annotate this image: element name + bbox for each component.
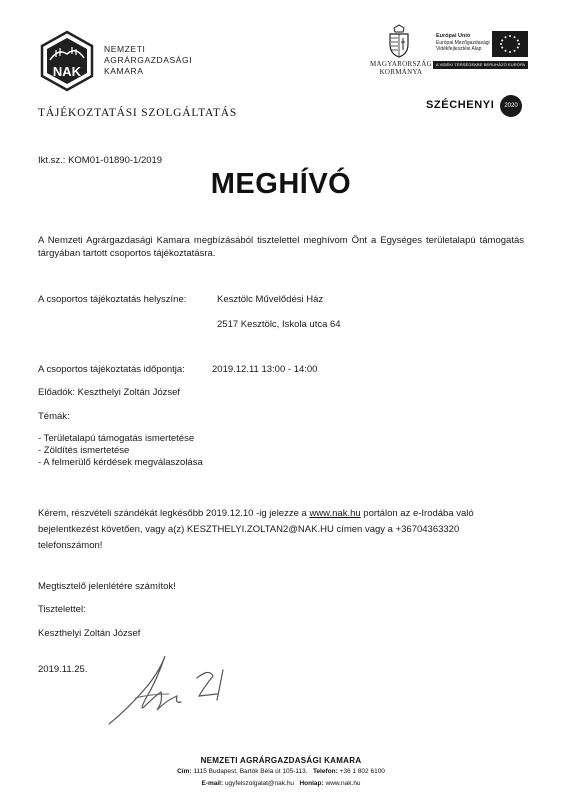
intro-paragraph: A Nemzeti Agrárgazdasági Kamara megbízásából tisztelettel meghívom Önt a Egységes területalapú támogatás tárgyában tartott csoportos tájékoztatásra.	[38, 235, 524, 259]
service-title: TÁJÉKOZTATÁSI SZOLGÁLTATÁS	[38, 107, 238, 119]
registration-text: Kérem, részvételi szándékát legkésőbb 2019.12.10 -ig jelezze a	[38, 508, 310, 519]
eu-title: Európai Unió	[436, 33, 471, 39]
time-value: 2019.12.11 13:00 - 14:00	[212, 364, 318, 375]
eu-logo	[433, 31, 528, 73]
closing-line: Megtisztelő jelenlétére számítok!	[38, 581, 176, 592]
footer-web-line	[0, 779, 562, 789]
footer-address: 1115 Budapest, Bartók Béla út 105-113.	[193, 768, 308, 775]
presenters: Előadók: Keszthelyi Zoltán József	[38, 387, 181, 398]
document-date: 2019.11.25.	[38, 664, 88, 675]
email-label: E-mail:	[201, 780, 224, 787]
list-item: - A felmerülő kérdések megválaszolása	[38, 457, 203, 468]
venue-address: 2517 Kesztölc, Iskola utca 64	[217, 319, 341, 330]
venue-label: A csoportos tájékoztatás helyszíne:	[38, 294, 187, 305]
venue-name: Kesztölc Művelődési Ház	[217, 294, 324, 305]
list-item: - Zöldítés ismertetése	[38, 445, 130, 456]
org-name-line: AGRÁRGAZDASÁGI	[104, 55, 193, 65]
phone-label: Telefon:	[312, 768, 338, 775]
footer-web[interactable]: www.nak.hu	[325, 780, 361, 787]
eu-banner: A VIDÉKI TÉRSÉGEKBE BERUHÁZÓ EURÓPA	[433, 61, 528, 69]
org-name-line: NEMZETI	[104, 44, 146, 54]
footer	[0, 756, 562, 789]
gov-line: MAGYARORSZÁG	[370, 60, 432, 68]
eu-text	[433, 31, 497, 55]
topics-list	[38, 433, 203, 469]
szechenyi-year: 2020	[500, 95, 522, 117]
time-label: A csoportos tájékoztatás időpontja:	[38, 364, 185, 375]
eu-flag-icon	[492, 31, 528, 57]
list-item: - Területalapú támogatás ismertetése	[38, 433, 195, 444]
footer-email[interactable]: ugyfelszolgalat@nak.hu	[224, 780, 295, 787]
eu-line: Európai Mezőgazdasági	[436, 39, 490, 46]
salutation: Tisztelettel:	[38, 604, 86, 615]
szechenyi-text: SZÉCHENYI	[426, 99, 495, 111]
registration-paragraph	[38, 506, 518, 554]
nak-link[interactable]: www.nak.hu	[309, 508, 361, 519]
gov-line: KORMÁNYA	[379, 68, 423, 76]
footer-phone: +36 1 802 6100	[339, 768, 385, 775]
registration-text-cont: portálon az e-Irodába való bejelentkezést követően, vagy a(z) KESZTHELYI.ZOLTAN2@NAK.HU címen vagy a +36704363320 telefonszámon!	[38, 508, 474, 551]
signer-name: Keszthelyi Zoltán József	[38, 628, 141, 639]
org-name	[104, 44, 192, 77]
reference-number: Ikt.sz.: KOM01-01890-1/2019	[38, 155, 163, 166]
logo-text: NAK	[52, 64, 82, 79]
page-title: MEGHÍVÓ	[210, 168, 352, 200]
footer-org: NEMZETI AGRÁRGAZDASÁGI KAMARA	[200, 756, 362, 765]
footer-contact-line	[0, 767, 562, 777]
web-label: Honlap:	[299, 780, 324, 787]
government-label	[370, 60, 432, 76]
topics-label: Témák:	[38, 411, 70, 422]
org-name-line: KAMARA	[104, 66, 144, 76]
address-label: Cím:	[177, 768, 192, 775]
hungarian-coat-of-arms-icon	[386, 24, 412, 58]
nak-logo	[38, 30, 96, 92]
eu-line: Vidékfejlesztési Alap	[436, 46, 482, 52]
handwritten-signature	[105, 650, 240, 730]
